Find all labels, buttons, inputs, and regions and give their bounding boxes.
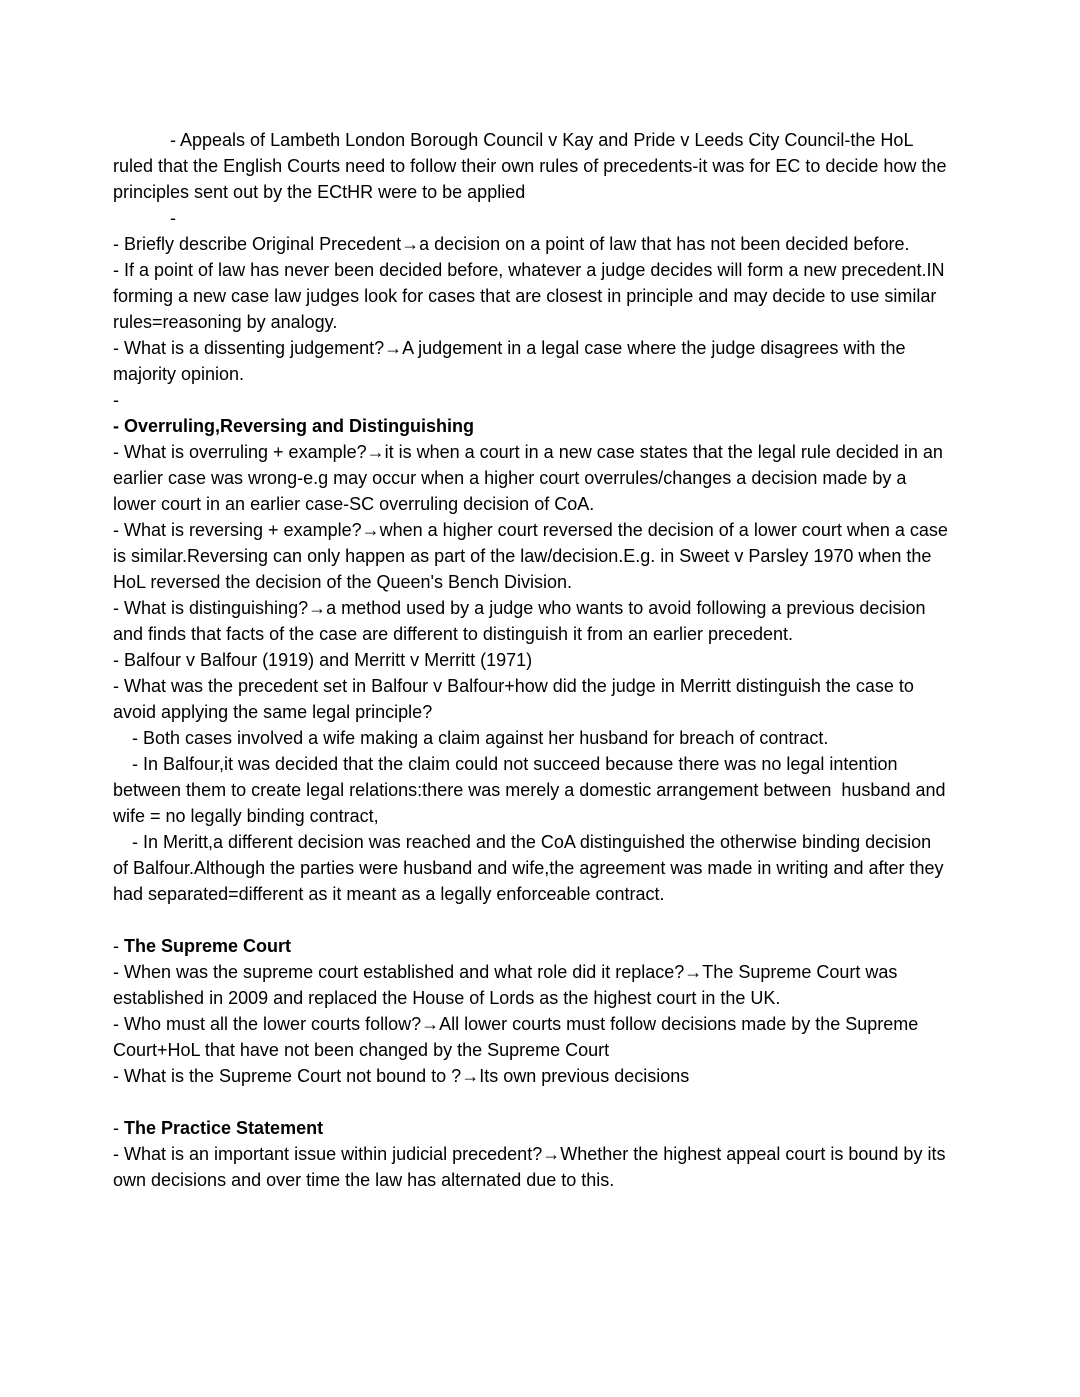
paragraph	[113, 205, 949, 231]
paragraph-text: - Balfour v Balfour (1919) and Merritt v Merritt (1971)	[113, 650, 533, 670]
paragraph-text: -	[113, 1118, 124, 1138]
paragraph	[113, 933, 949, 959]
paragraph	[113, 439, 949, 517]
paragraph-text: - In Balfour,it was decided that the claim could not succeed because there was no legal intention between them to create legal relations:there was merely a domestic arrangement between husband and wife = no legally binding contract,	[113, 754, 951, 826]
paragraph	[113, 127, 952, 205]
paragraph	[113, 829, 949, 907]
paragraph-text: -	[113, 390, 119, 410]
paragraph	[113, 231, 949, 257]
paragraph	[113, 1089, 949, 1115]
paragraph-text: - When was the supreme court established and what role did it replace?→The Supreme Court was established in 2009 and replaced the House of Lords as the highest court in the UK.	[113, 962, 903, 1008]
paragraph-text: - What was the precedent set in Balfour v Balfour+how did the judge in Merritt distinguish the case to avoid applying the same legal principle?	[113, 676, 919, 722]
paragraph	[113, 1115, 949, 1141]
paragraph	[113, 647, 949, 673]
paragraph-text: - What is an important issue within judicial precedent?→Whether the highest appeal court is bound by its own decisions and over time the law has alternated due to this.	[113, 1144, 951, 1190]
heading-text: The Practice Statement	[124, 1118, 324, 1138]
paragraph-text: - What is reversing + example?→when a higher court reversed the decision of a lower court when a case is similar.Reversing can only happen as part of the law/decision.E.g. in Sweet v Parsley 1970 when the HoL reversed the decision of the Queen's Bench Division.	[113, 520, 953, 592]
paragraph-text: - In Meritt,a different decision was reached and the CoA distinguished the otherwise binding decision of Balfour.Although the parties were husband and wife,the agreement was made in writing and after they had separated=different as it meant as a legally enforceable contract.	[113, 832, 949, 904]
paragraph	[113, 907, 949, 933]
paragraph-text: -	[113, 936, 124, 956]
paragraph-text: - What is overruling + example?→it is when a court in a new case states that the legal rule decided in an earlier case was wrong-e.g may occur when a higher court overrules/changes a decision made by a lower court in an earlier case-SC overruling decision of CoA.	[113, 442, 948, 514]
paragraph	[113, 257, 949, 335]
paragraph	[113, 1141, 949, 1193]
paragraph	[113, 673, 949, 725]
paragraph-text: - Who must all the lower courts follow?→All lower courts must follow decisions made by the Supreme Court+HoL that have not been changed by the Supreme Court	[113, 1014, 924, 1060]
paragraph	[113, 517, 953, 595]
paragraph	[113, 959, 949, 1011]
paragraph-text: - What is a dissenting judgement?→A judgement in a legal case where the judge disagrees with the majority opinion.	[113, 338, 911, 384]
document-body	[113, 127, 953, 1193]
paragraph	[113, 725, 949, 751]
paragraph	[113, 1063, 949, 1089]
paragraph	[113, 387, 949, 413]
paragraph	[113, 1011, 949, 1063]
paragraph-text: - What is the Supreme Court not bound to ?→Its own previous decisions	[113, 1066, 690, 1086]
paragraph	[113, 751, 949, 829]
heading-text: - Overruling,Reversing and Distinguishing	[113, 416, 475, 436]
paragraph-text: - Appeals of Lambeth London Borough Council v Kay and Pride v Leeds City Council-the HoL ruled that the English Courts need to follow their own rules of precedents-it was for EC to decide how the principles sent out by the ECtHR were to be applied	[113, 130, 952, 202]
paragraph	[113, 595, 949, 647]
paragraph-text: - What is distinguishing?→a method used by a judge who wants to avoid following a previous decision and finds that facts of the case are different to distinguish it from an earlier precedent.	[113, 598, 931, 644]
paragraph	[113, 335, 949, 387]
paragraph-text: - Briefly describe Original Precedent→a decision on a point of law that has not been decided before.	[113, 234, 910, 254]
paragraph-text: - Both cases involved a wife making a claim against her husband for breach of contract.	[132, 728, 829, 748]
heading-text: The Supreme Court	[124, 936, 292, 956]
paragraph-text: - If a point of law has never been decided before, whatever a judge decides will form a new precedent.IN forming a new case law judges look for cases that are closest in principle and may decide to use similar rules=reasoning by analogy.	[113, 260, 950, 332]
paragraph	[113, 413, 949, 439]
paragraph-text: -	[170, 208, 176, 228]
